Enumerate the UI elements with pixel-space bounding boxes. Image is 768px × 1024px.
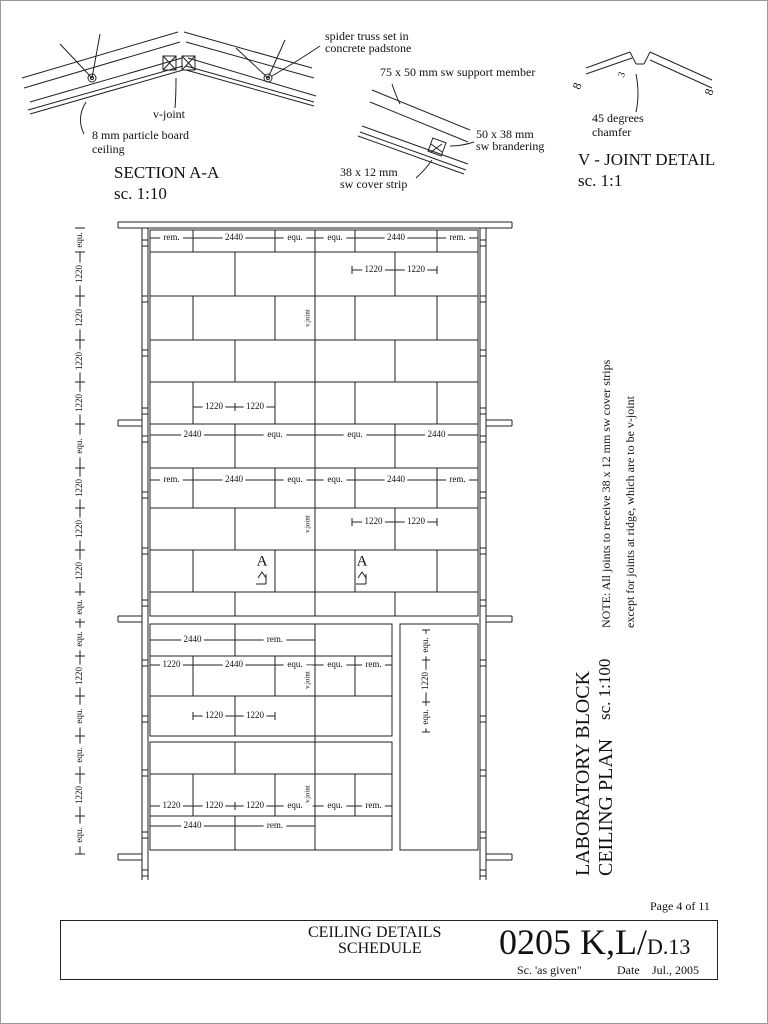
title-block-name-2: SCHEDULE [338,940,422,957]
label-chamfer-1: 45 degrees [592,111,644,125]
dim-label: 1220 [74,562,85,580]
dim-label: 1220 [205,401,223,412]
dim-label: equ. [74,232,85,248]
dim-label: equ. [327,232,343,243]
dim-label: 1220 [407,264,425,275]
section-scale: sc. 1:10 [114,184,167,203]
dim-label: equ. [74,827,85,843]
label-brandering-1: 50 x 38 mm [476,127,534,141]
dim-label: 2440 [387,474,405,485]
ceiling-field-lower-2 [150,742,392,850]
wall-post [142,408,148,414]
title-block-date: Jul., 2005 [652,963,700,977]
dim-label: equ. [74,631,85,647]
dim-label: equ. [287,800,303,811]
dim-label: v.joint [303,515,312,533]
wall-post [142,870,148,876]
wall-post [142,600,148,606]
dim-label: equ. [420,709,431,725]
section-marker-a: A [356,553,368,570]
dim-label: equ. [74,599,85,615]
wall-post [142,350,148,356]
dim-label: 2440 [427,429,446,440]
dim-label: 1220 [420,672,431,690]
plan-scale: sc. 1:100 [595,658,614,720]
dim-label: 1220 [74,265,85,283]
dim-label: 1220 [74,520,85,538]
dim-label: 1220 [246,710,264,721]
dim-label: rem. [163,232,180,243]
dim-label: v.joint [303,309,312,327]
label-cover-strip-1: 38 x 12 mm [340,165,398,179]
dim-label: equ. [267,429,283,440]
dim-label: 2440 [183,634,202,645]
wall-post [142,240,148,246]
dim-label: v.joint [303,671,312,689]
label-ceiling-2: ceiling [92,142,125,156]
section-arrowhead [258,572,266,578]
dim-label: v.joint [303,785,312,803]
dim-label: 1220 [407,516,425,527]
ceiling-field-side-room [400,624,478,850]
wall-post [142,296,148,302]
dim-label: equ. [420,637,431,653]
dim-label: 2440 [387,232,405,243]
title-block-date-label: Date [617,963,640,977]
label-ceiling-1: 8 mm particle board [92,128,189,142]
wall-post [142,492,148,498]
wall-post [480,600,486,606]
dim-label: equ. [327,659,343,670]
dim-label: rem. [163,474,180,485]
dim-label: rem. [266,634,284,645]
dim-label: 1220 [162,800,181,811]
dim-label: equ. [74,708,85,724]
label-chamfer-2: chamfer [592,125,632,139]
wall-post [142,436,148,442]
vjoint-dim-3: 3 [616,70,629,80]
dim-label: 1220 [74,309,85,327]
wall-post [480,870,486,876]
wall-post [480,770,486,776]
wall-post [480,660,486,666]
wall-post [480,296,486,302]
wall-post [480,436,486,442]
wall-post [142,770,148,776]
dim-label: equ. [327,474,343,485]
wall-post [480,492,486,498]
dim-label: equ. [287,659,303,670]
dim-label: equ. [327,800,343,811]
title-block-name-1: CEILING DETAILS [308,924,442,941]
plan-title-line-2: CEILING PLAN [595,738,617,876]
vjoint-title: V - JOINT DETAIL [578,150,716,169]
dim-label: 1220 [246,800,264,811]
dim-label: 1220 [74,786,85,804]
plan-note-line-1: NOTE: All joints to receive 38 x 12 mm sw cover strips [599,359,613,628]
dim-label: 1220 [74,479,85,497]
dim-label: equ. [287,232,303,243]
dim-label: rem. [365,800,382,811]
dim-label: 1220 [364,516,383,527]
wall-post [142,832,148,838]
title-block [60,920,718,980]
wall-post [480,350,486,356]
title-block-scale: Sc. 'as given" [517,963,582,977]
vjoint-dim-8-right: 8 [701,86,717,98]
wall-post [480,240,486,246]
wall-post [480,832,486,838]
dim-label: 1220 [205,800,223,811]
brandering-detail-drawing [358,84,474,178]
dim-label: 1220 [364,264,383,275]
wall-post [480,548,486,554]
vjoint-dim-8-left: 8 [569,80,585,92]
dim-label: equ. [347,429,363,440]
dim-label: 2440 [225,232,243,243]
dim-label: rem. [449,232,466,243]
dim-label: 1220 [74,394,85,412]
wall-post [480,716,486,722]
dim-label: 1220 [246,401,264,412]
dim-label: equ. [74,438,85,454]
label-v-joint: v-joint [153,107,185,121]
vjoint-scale: sc. 1:1 [578,171,623,190]
dim-label: 1220 [74,667,85,685]
dim-label: equ. [287,474,303,485]
dim-label: 1220 [162,659,181,670]
wall-post [142,548,148,554]
wall-post [480,408,486,414]
dim-label: 1220 [205,710,223,721]
wall-post [142,660,148,666]
dim-label: 1220 [74,352,85,370]
sheet-ref-drawing: D.13 [647,934,691,959]
ceiling-field-upper [150,230,478,616]
page-indicator: Page 4 of 11 [650,899,710,913]
dim-label: rem. [365,659,382,670]
v-joint-detail-drawing [586,52,712,112]
sheet-ref-main: 0205 K,L/ [499,922,647,962]
label-spider-truss-1: spider truss set in [325,29,409,43]
dim-label: 2440 [225,474,243,485]
dim-label: 2440 [225,659,243,670]
label-spider-truss-2: concrete padstone [325,41,412,55]
label-support-member: 75 x 50 mm sw support member [380,65,536,79]
section-arrowhead [358,572,366,578]
label-cover-strip-2: sw cover strip [340,177,408,191]
sheet-reference [499,924,690,960]
dim-label: rem. [266,820,284,831]
dim-label: equ. [74,747,85,763]
label-brandering-2: sw brandering [476,139,545,153]
section-marker-a: A [256,553,268,570]
dim-label: 2440 [183,820,202,831]
dim-label: rem. [449,474,466,485]
plan-note-line-2: except for joints at ridge, which are to be v-joint [623,396,637,628]
wall-post [142,716,148,722]
dim-label: 2440 [183,429,202,440]
plan-title-line-1: LABORATORY BLOCK [572,670,594,876]
section-title: SECTION A-A [114,163,220,182]
ceiling-plan-drawing [74,222,512,880]
